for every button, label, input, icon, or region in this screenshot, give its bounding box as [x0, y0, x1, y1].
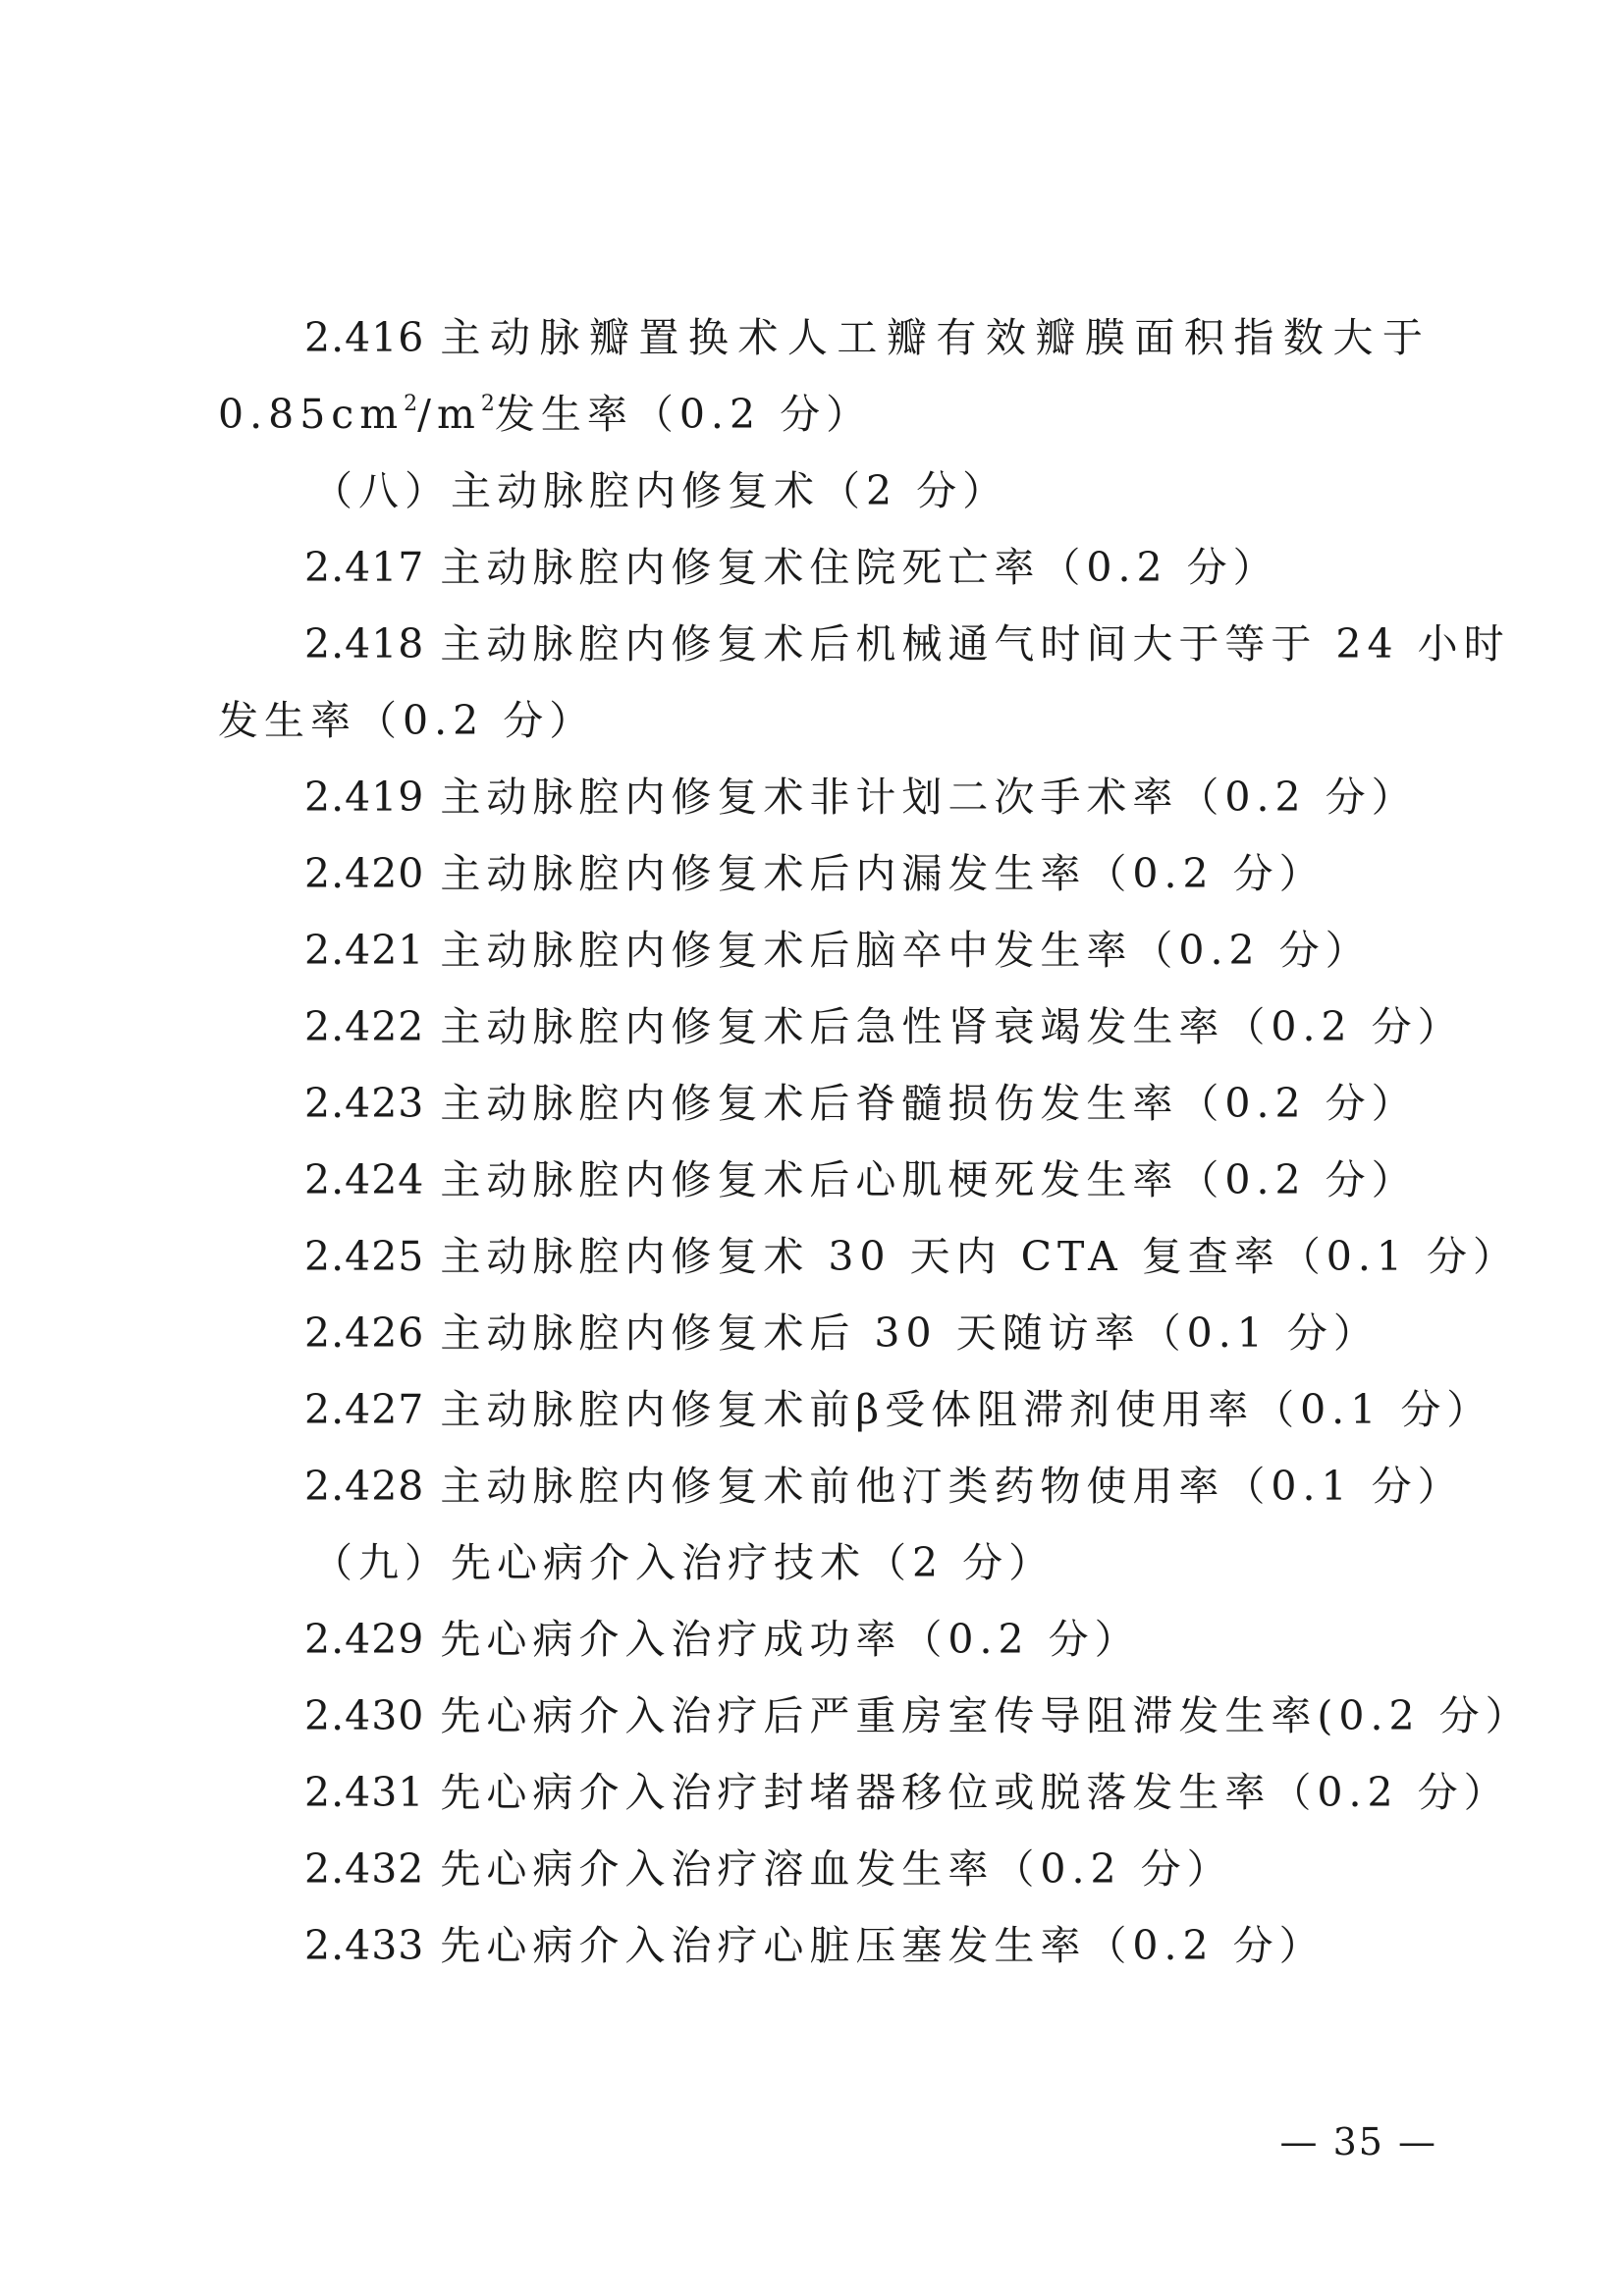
item-number: 2.416: [304, 314, 425, 361]
item-2-420: [218, 835, 1435, 912]
item-number: 2.420: [304, 850, 425, 897]
item-text: 主动脉腔内修复术前β受体阻滞剂使用率（0.1 分）: [440, 1386, 1493, 1433]
section-heading-9: （九）先心病介入治疗技术（2 分）: [312, 1539, 1056, 1586]
item-text: 先心病介入治疗后严重房室传导阻滞发生率(0.2 分）: [440, 1692, 1532, 1739]
superscript: 2: [404, 392, 418, 416]
item-2-419: [218, 759, 1435, 835]
item-number: 2.421: [304, 927, 425, 974]
item-text: 主动脉瓣置换术人工瓣有效瓣膜面积指数大于: [440, 314, 1433, 361]
item-text: 主动脉腔内修复术后机械通气时间大于等于 24 小时: [440, 620, 1510, 667]
item-text: 主动脉腔内修复术后脊髓损伤发生率（0.2 分）: [440, 1080, 1418, 1127]
page-number: — 35 —: [1279, 2120, 1437, 2163]
item-number: 2.427: [304, 1386, 425, 1433]
item-2-417: [218, 529, 1435, 606]
item-number: 2.424: [304, 1156, 425, 1203]
item-number: 2.422: [304, 1003, 425, 1050]
item-2-425: [218, 1218, 1519, 1295]
item-text: 先心病介入治疗封堵器移位或脱落发生率（0.2 分）: [440, 1769, 1510, 1816]
item-text: 先心病介入治疗成功率（0.2 分）: [440, 1616, 1141, 1663]
item-number: 2.430: [304, 1692, 425, 1739]
item-number: 2.419: [304, 774, 425, 821]
section-heading-8: （八）主动脉腔内修复术（2 分）: [312, 467, 1009, 514]
item-text: 主动脉腔内修复术后脑卒中发生率（0.2 分）: [440, 927, 1372, 974]
item-text: 先心病介入治疗溶血发生率（0.2 分）: [440, 1845, 1233, 1893]
item-number: 2.431: [304, 1769, 425, 1816]
item-number: 2.433: [304, 1922, 425, 1969]
item-2-432: [218, 1831, 1435, 1907]
item-2-428: [218, 1448, 1464, 1524]
item-2-424: [218, 1142, 1435, 1218]
item-number: 2.432: [304, 1845, 425, 1893]
item-2-418-continuation: 发生率（0.2 分）: [218, 697, 596, 744]
item-2-429: [218, 1601, 1435, 1678]
item-number: 2.423: [304, 1080, 425, 1127]
item-number: 2.428: [304, 1463, 425, 1510]
item-text: 主动脉腔内修复术后内漏发生率（0.2 分）: [440, 850, 1326, 897]
item-text: 主动脉腔内修复术非计划二次手术率（0.2 分）: [440, 774, 1418, 821]
item-number: 2.425: [304, 1233, 425, 1280]
item-number: 2.417: [304, 544, 425, 591]
item-2-426: [218, 1295, 1435, 1371]
item-2-421: [218, 912, 1435, 988]
item-text: 先心病介入治疗心脏压塞发生率（0.2 分）: [440, 1922, 1326, 1969]
value-text: 0.85cm: [218, 391, 405, 438]
item-2-431: [218, 1754, 1510, 1831]
item-2-416-continuation: [218, 376, 1435, 453]
item-2-433: [218, 1907, 1435, 1984]
item-text: 主动脉腔内修复术 30 天内 CTA 复查率（0.1 分）: [440, 1233, 1519, 1280]
item-2-418: [218, 606, 1510, 682]
item-number: 2.418: [304, 620, 425, 667]
superscript: 2: [480, 392, 495, 416]
item-text: 主动脉腔内修复术后急性肾衰竭发生率（0.2 分）: [440, 1003, 1464, 1050]
item-2-430: [218, 1678, 1532, 1754]
item-text: 主动脉腔内修复术后 30 天随访率（0.1 分）: [440, 1309, 1380, 1357]
item-2-416: [218, 299, 1435, 376]
item-number: 2.426: [304, 1309, 425, 1357]
unit-text: /m: [417, 391, 481, 438]
item-text: 主动脉腔内修复术住院死亡率（0.2 分）: [440, 544, 1279, 591]
item-text: 主动脉腔内修复术后心肌梗死发生率（0.2 分）: [440, 1156, 1418, 1203]
item-2-422: [218, 988, 1464, 1065]
item-number: 2.429: [304, 1616, 425, 1663]
item-2-427: [218, 1371, 1493, 1448]
item-text: 发生率（0.2 分）: [494, 391, 873, 438]
item-2-423: [218, 1065, 1435, 1142]
item-text: 主动脉腔内修复术前他汀类药物使用率（0.1 分）: [440, 1463, 1464, 1510]
page-body: [218, 299, 1532, 1984]
